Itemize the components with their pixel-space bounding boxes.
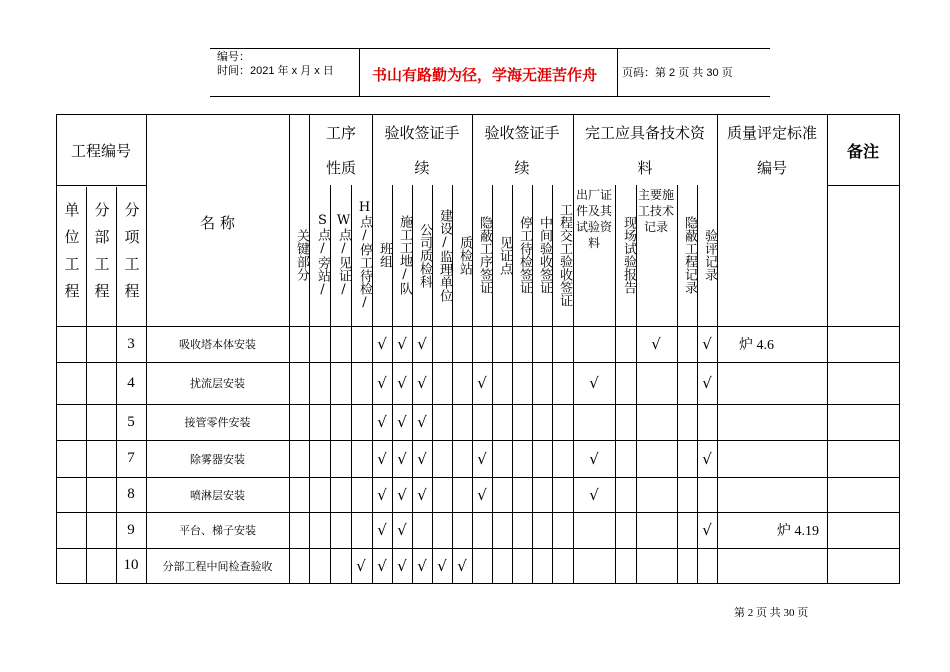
header-completion-docs-2: 料	[637, 159, 653, 177]
header-completion-docs: 完工应具备技术资	[584, 124, 705, 142]
check-mark: √	[651, 335, 661, 353]
check-mark: √	[397, 485, 407, 504]
check-mark: √	[477, 374, 487, 392]
grid-line	[56, 583, 899, 584]
header-w-point: W点/见证/	[336, 213, 351, 297]
check-mark: √	[397, 413, 407, 431]
header-eval-record: 验评记录	[702, 229, 717, 281]
grid-line	[717, 114, 718, 583]
check-mark: √	[417, 556, 427, 575]
grid-line	[351, 185, 352, 583]
header-acceptance-sign-2b: 续	[514, 159, 530, 177]
header-main-tech-record	[636, 187, 676, 277]
check-mark: √	[397, 556, 407, 575]
header-project-code: 工程编号	[70, 141, 131, 160]
grid-line	[615, 185, 616, 583]
check-mark: √	[589, 374, 599, 392]
grid-line	[827, 114, 828, 583]
header-construction-team: 施工工地/队	[397, 215, 412, 295]
header-midway-sign: 中间验收签证	[537, 216, 552, 294]
row-item-name: 喷淋层安装	[190, 489, 245, 502]
check-mark: √	[589, 485, 599, 504]
header-acceptance-sign-1b: 续	[414, 159, 430, 177]
check-mark: √	[417, 374, 427, 392]
check-mark: √	[356, 556, 366, 575]
check-mark: √	[377, 374, 387, 392]
header-quality-station: 质检站	[457, 235, 472, 275]
grid-line	[492, 185, 493, 583]
check-mark: √	[377, 521, 387, 539]
check-mark: √	[417, 449, 427, 468]
grid-line	[56, 440, 899, 441]
check-mark: √	[477, 449, 487, 468]
header-team: 班组	[377, 242, 392, 268]
footer-page: 第 2 页 共 30 页	[734, 607, 809, 619]
grid-line	[472, 114, 473, 583]
row-item-number: 7	[127, 450, 135, 466]
header-key-part: 关键部分	[294, 229, 309, 281]
header-s-point: S点/旁站/	[315, 213, 330, 297]
header-quality-standard-2: 编号	[756, 159, 787, 177]
check-mark: √	[457, 556, 467, 575]
row-quality-standard: 炉 4.19	[777, 524, 819, 539]
row-item-number: 3	[127, 335, 135, 352]
grid-line	[677, 185, 678, 583]
grid-line	[697, 185, 698, 583]
grid-line	[289, 114, 290, 583]
check-mark: √	[397, 335, 407, 353]
code-label: 编号：	[217, 51, 250, 63]
header-acceptance-sign-2: 验收签证手	[484, 124, 560, 142]
header-company-qc: 公司质检科	[417, 222, 432, 288]
header-item-project: 分项工程	[122, 202, 141, 310]
motto-text: 书山有路勤为径，学海无涯苦作舟	[372, 67, 598, 84]
grid-line	[56, 512, 899, 513]
grid-line	[532, 185, 533, 583]
row-item-name: 平台、梯子安装	[179, 525, 256, 537]
row-item-number: 8	[127, 486, 135, 502]
header-witness-point: 见证点	[497, 235, 512, 275]
check-mark: √	[377, 556, 387, 575]
table-border	[899, 114, 900, 583]
row-quality-standard: 炉 4.6	[739, 338, 774, 353]
header-factory-cert	[574, 187, 614, 277]
row-item-number: 9	[127, 521, 135, 538]
check-mark: √	[397, 521, 407, 539]
row-item-name: 接管零件安装	[184, 417, 251, 429]
grid-line	[116, 187, 117, 583]
page-label: 页码：第 2 页 共 30 页	[622, 67, 733, 79]
header-hold-sign: 停工待检签证	[517, 216, 532, 294]
grid-line	[330, 185, 331, 583]
header-acceptance-sign-1: 验收签证手	[384, 124, 460, 142]
row-item-number: 10	[123, 557, 139, 573]
grid-line	[636, 185, 637, 583]
grid-line	[309, 114, 310, 583]
check-mark: √	[702, 449, 712, 468]
header-handover-sign: 工程交工验收签证	[557, 203, 572, 307]
check-mark: √	[702, 521, 712, 539]
grid-line	[56, 548, 899, 549]
check-mark: √	[417, 335, 427, 353]
grid-line	[452, 185, 453, 583]
header-process-nature-2: 性质	[325, 159, 356, 177]
header-quality-standard: 质量评定标准	[726, 124, 817, 142]
check-mark: √	[397, 374, 407, 392]
grid-line	[412, 185, 413, 583]
header-remarks: 备注	[846, 143, 879, 161]
grid-line	[56, 362, 899, 363]
grid-line	[573, 114, 574, 583]
check-mark: √	[377, 449, 387, 468]
factory-cert-text: 出厂证件及其试验资料	[576, 188, 613, 250]
grid-line	[512, 185, 513, 583]
check-mark: √	[377, 335, 387, 353]
grid-line	[56, 185, 146, 186]
check-mark: √	[702, 335, 712, 353]
header-unit-project: 单位工程	[62, 202, 81, 310]
row-item-number: 4	[127, 374, 135, 391]
grid-line	[552, 185, 553, 583]
grid-line	[392, 185, 393, 583]
row-item-name: 除雾器安装	[190, 453, 245, 466]
main-tech-record-text: 主要施工技术记录	[638, 188, 675, 234]
header-field-test: 现场试验报告	[621, 216, 636, 294]
grid-line	[56, 404, 899, 405]
table-border	[56, 114, 900, 115]
header-sub-project: 分部工程	[92, 202, 111, 310]
grid-line	[56, 326, 899, 327]
grid-line	[86, 187, 87, 583]
check-mark: √	[477, 485, 487, 504]
grid-line	[146, 114, 147, 583]
check-mark: √	[377, 485, 387, 504]
row-item-name: 扰流层安装	[190, 378, 245, 390]
check-mark: √	[377, 413, 387, 431]
grid-line	[827, 185, 899, 186]
header-h-point: H点/停工待检/	[357, 200, 372, 310]
header-hidden-sign: 隐蔽工序签证	[477, 216, 492, 294]
check-mark: √	[397, 449, 407, 468]
header-process-nature: 工序	[325, 124, 356, 142]
header-name: 名 称	[200, 213, 235, 232]
check-mark: √	[437, 556, 447, 575]
row-item-number: 5	[127, 413, 135, 430]
header-hidden-record: 隐蔽工程记录	[682, 216, 697, 294]
grid-line	[56, 477, 899, 478]
row-item-name: 吸收塔本体安装	[179, 339, 256, 351]
check-mark: √	[417, 413, 427, 431]
check-mark: √	[417, 485, 427, 504]
row-item-name: 分部工程中间检查验收	[162, 560, 273, 573]
grid-line	[432, 185, 433, 583]
time-label: 时间：2021 年 x 月 x 日	[217, 65, 334, 77]
check-mark: √	[702, 374, 712, 392]
grid-line	[372, 114, 373, 583]
check-mark: √	[589, 449, 599, 468]
header-owner-supervisor: 建设/监理单位	[437, 208, 452, 302]
